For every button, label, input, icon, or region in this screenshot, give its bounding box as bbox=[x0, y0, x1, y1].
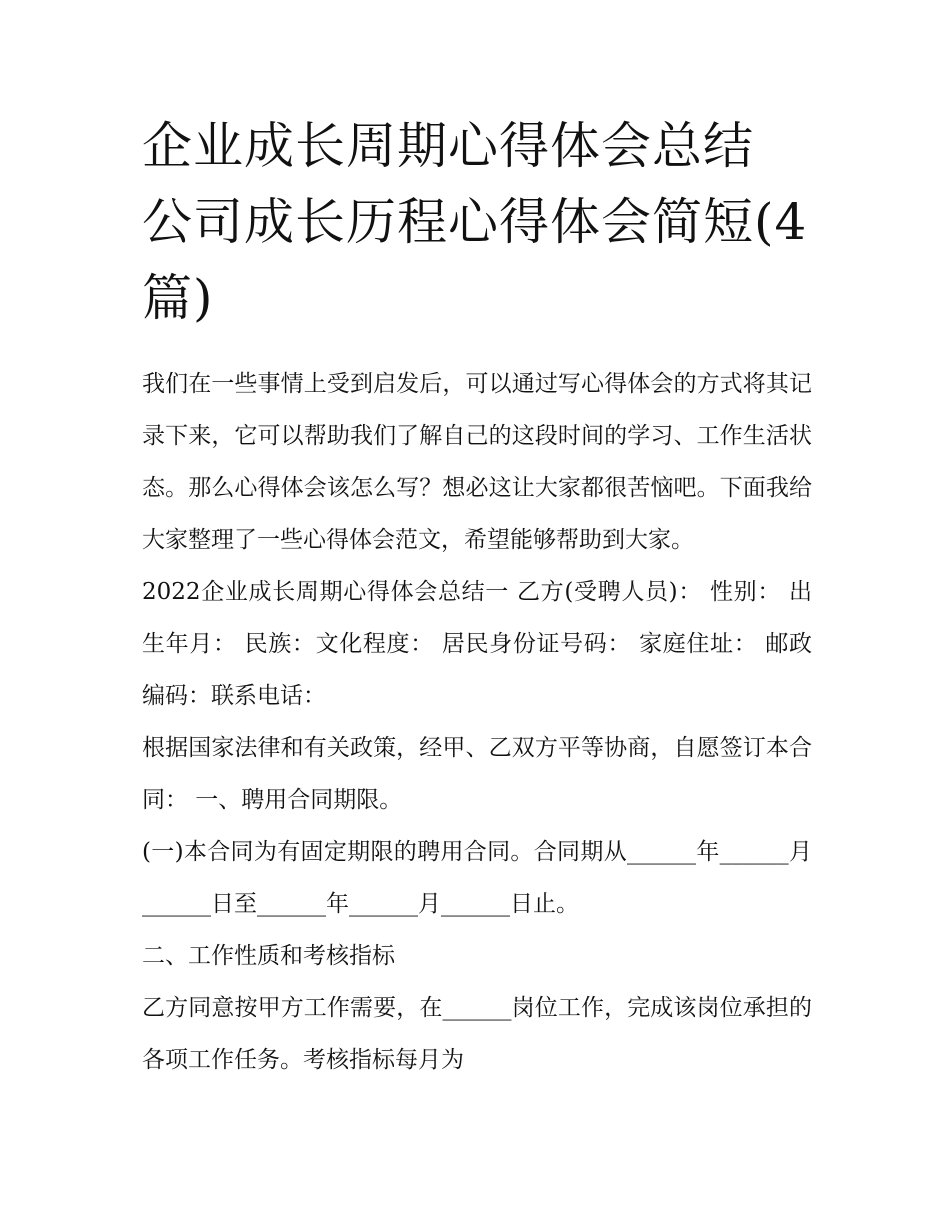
intro-paragraph: 我们在一些事情上受到启发后，可以通过写心得体会的方式将其记录下来，它可以帮助我们了解自己的这段时间的学习、工作生活状态。那么心得体会该怎么写？想必这让大家都很苦恼吧。下面我给大家整理了一些心得体会范文，希望能够帮助到大家。 bbox=[142, 371, 812, 553]
contract-term-paragraph: (一)本合同为有固定期限的聘用合同。合同期从______年______月______日至______年______月______日止。 bbox=[142, 839, 812, 917]
document-title: 企业成长周期心得体会总结 公司成长历程心得体会简短(4篇) bbox=[142, 117, 808, 327]
personal-info-paragraph: 2022企业成长周期心得体会总结一 乙方(受聘人员)： 性别： 出生年月： 民族：文化程度： 居民身份证号码： 家庭住址： 邮政编码：联系电话： bbox=[142, 579, 812, 709]
document-page bbox=[142, 108, 812, 1086]
section-heading: 二、工作性质和考核指标 bbox=[142, 943, 395, 969]
agreement-paragraph: 根据国家法律和有关政策，经甲、乙双方平等协商，自愿签订本合同： 一、聘用合同期限。 bbox=[142, 735, 812, 813]
job-duty-paragraph: 乙方同意按甲方工作需要，在______岗位工作，完成该岗位承担的各项工作任务。考核指标每月为 bbox=[142, 995, 812, 1073]
